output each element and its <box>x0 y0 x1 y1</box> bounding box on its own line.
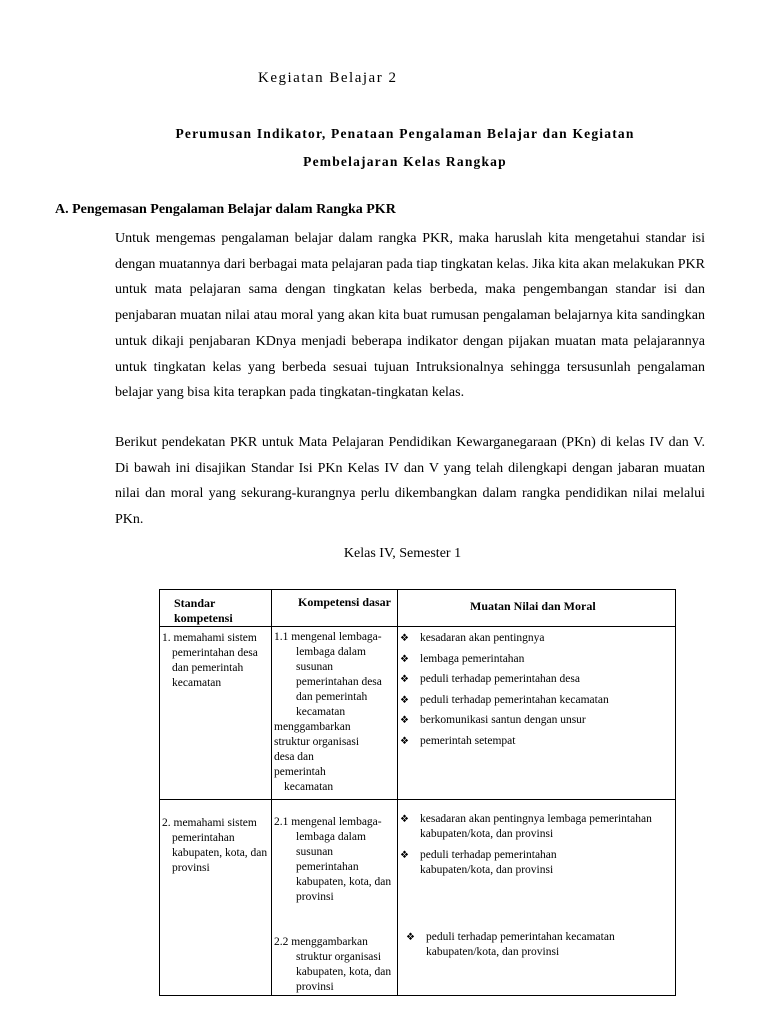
list-item: ❖ berkomunikasi santun dengan unsur <box>400 714 586 726</box>
activity-title: Kegiatan Belajar 2 <box>258 70 398 86</box>
list-item: ❖ kesadaran akan pentingnya lembaga pemerintahan kabupaten/kota, dan provinsi <box>400 813 652 840</box>
muatan-nilai-cell <box>398 800 676 996</box>
heading-line-2: Pembelajaran Kelas Rangkap <box>303 154 507 169</box>
kompetensi-dasar-cell: 2.1 mengenal lembaga- lembaga dalam susunan pemerintahan kabupaten, kota, dan provinsi 2.2 menggambarkan struktur organisasi kabupaten, kota, dan provinsi <box>272 800 398 996</box>
list-item: ❖ peduli terhadap pemerintahan kecamatan <box>400 693 609 706</box>
section-a-heading: A. Pengemasan Pengalaman Belajar dalam Rangka PKR <box>55 202 396 217</box>
competency-table <box>159 589 676 996</box>
header-standar-kompetensi: Standar kompetensi <box>160 590 272 627</box>
diamond-bullet-icon: ❖ <box>400 814 409 825</box>
table-row <box>160 800 676 996</box>
heading-line-1: Perumusan Indikator, Penataan Pengalaman Belajar dan Kegiatan <box>175 126 635 141</box>
header-kompetensi-dasar: Kompetensi dasar <box>272 590 398 627</box>
diamond-bullet-icon: ❖ <box>400 633 409 644</box>
table-row <box>160 627 676 800</box>
diamond-bullet-icon: ❖ <box>400 735 409 747</box>
list-item: ❖ lembaga pemerintahan <box>400 652 525 665</box>
diamond-bullet-icon: ❖ <box>406 932 415 943</box>
list-item: ❖ peduli terhadap pemerintahan desa <box>400 673 580 685</box>
paragraph-1: Untuk mengemas pengalaman belajar dalam rangka PKR, maka haruslah kita mengetahui standar isi dengan muatannya dari berbagai mata pelajaran pada tiap tingkatan kelas. Jika kita akan melakukan PKR untuk mata pelajaran sama dengan tingkatan kelas berbeda, maka pengembangan standar isi dan penjabaran muatan nilai atau moral yang akan kita buat rumusan pengalaman belajarnya kita sandingkan untuk dikaji penjabaran KDnya menjadi beberapa indikator dengan pijakan muatan mata pelajarannya untuk tingkatan kelas yang berbeda sesuai tujuan Intruksionalnya sehingga tersusunlah pengalaman belajar yang bisa kita terapkan pada tingkatan-tingkatan kelas. <box>115 231 705 401</box>
standar-kompetensi-cell: 2. memahami sistem pemerintahan kabupaten, kota, dan provinsi <box>160 800 272 996</box>
list-item: ❖ peduli terhadap pemerintahan kecamatan kabupaten/kota, dan provinsi <box>406 931 615 958</box>
table-header-row <box>160 590 676 627</box>
list-item: ❖ kesadaran akan pentingnya <box>400 632 545 644</box>
kompetensi-dasar-cell: 1.1 mengenal lembaga- lembaga dalam susunan pemerintahan desa dan pemerintah kecamatan menggambarkan struktur organisasi desa dan pemerintah kecamatan <box>272 627 398 800</box>
diamond-bullet-icon: ❖ <box>400 715 409 726</box>
diamond-bullet-icon: ❖ <box>400 653 409 665</box>
document-heading <box>120 120 690 176</box>
muatan-nilai-cell <box>398 627 676 800</box>
paragraph-2: Berikut pendekatan PKR untuk Mata Pelajaran Pendidikan Kewarganegaraan (PKn) di kelas IV dan V. Di bawah ini disajikan Standar Isi PKn Kelas IV dan V yang telah dilengkapi dengan jabaran muatan nilai dan moral yang sekurang-kurangnya perlu dikembangkan dalam rangka pendidikan nilai melalui PKn. <box>115 435 705 527</box>
header-muatan-nilai: Muatan Nilai dan Moral <box>398 590 676 627</box>
diamond-bullet-icon: ❖ <box>400 674 409 685</box>
list-item: ❖ pemerintah setempat <box>400 734 516 747</box>
diamond-bullet-icon: ❖ <box>400 694 409 706</box>
standar-kompetensi-cell: 1. memahami sistem pemerintahan desa dan pemerintah kecamatan <box>160 627 272 800</box>
list-item: ❖ peduli terhadap pemerintahan kabupaten/kota, dan provinsi <box>400 849 557 876</box>
table-caption: Kelas IV, Semester 1 <box>343 546 462 561</box>
diamond-bullet-icon: ❖ <box>400 850 409 861</box>
